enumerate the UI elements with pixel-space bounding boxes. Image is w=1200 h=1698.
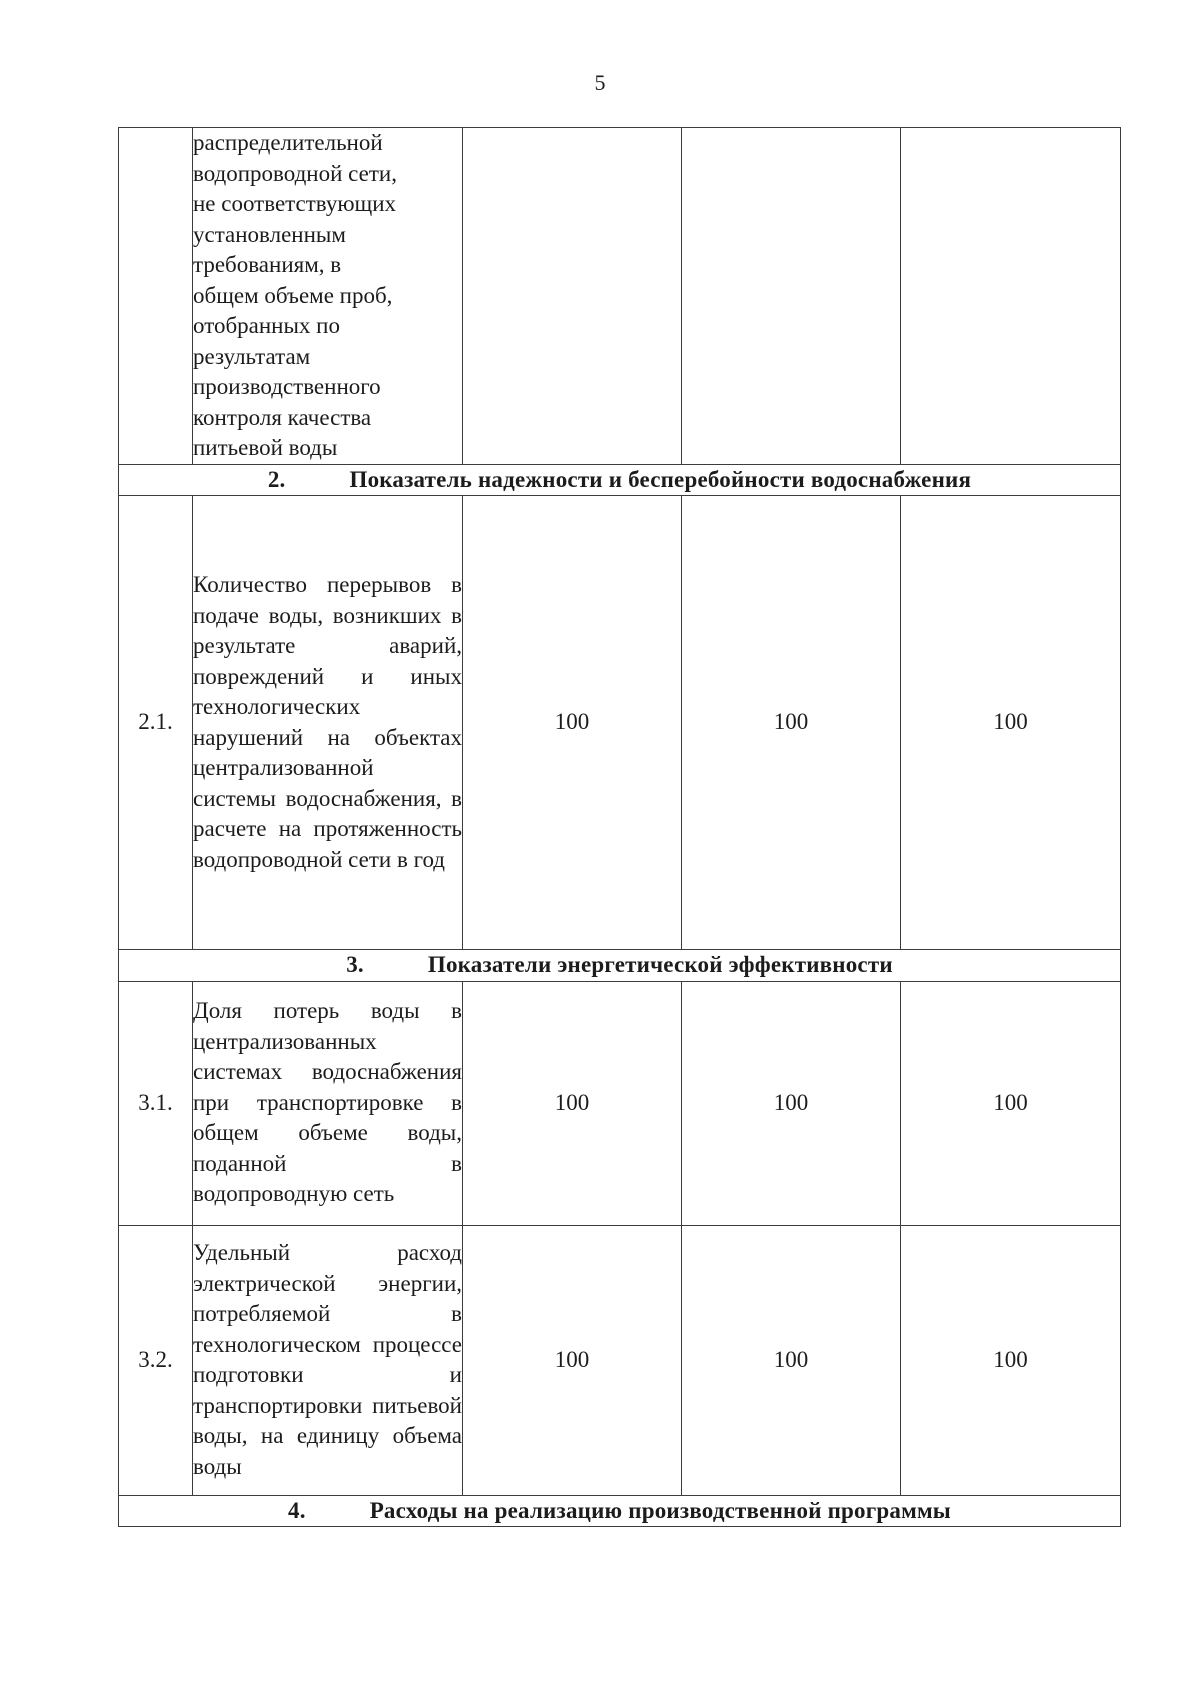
row-number: 3.1. [119, 981, 193, 1225]
value-cell: 100 [901, 496, 1121, 950]
section-header-row [119, 1495, 1121, 1527]
indicators-table [118, 127, 1121, 1527]
text-line: установленным [193, 221, 346, 247]
indicator-description: Количество перерывов в подаче воды, возникших в результате аварий, повреждений и иных технологических нарушений на объектах централизованной системы водоснабжения, в расчете на протяженность водопроводной сети в год [193, 496, 463, 950]
indicator-description [193, 128, 463, 465]
table-row [119, 981, 1121, 1225]
section-header-row [119, 950, 1121, 982]
text-line: водопроводной сети, [193, 160, 397, 186]
value-cell: 100 [901, 981, 1121, 1225]
text-line: производственного [193, 374, 381, 399]
text-line: результатам [193, 343, 311, 369]
table-row [119, 1225, 1121, 1495]
text-line: питьевой воды [193, 435, 338, 460]
page-number: 5 [594, 70, 606, 95]
value-cell [463, 128, 682, 465]
text-line: не соответствующих [193, 191, 397, 216]
text-line: контроля качества [193, 404, 372, 430]
section-number: 3. [346, 952, 364, 977]
text-line: требованиям, в [193, 252, 342, 277]
section-title: Показатель надежности и бесперебойности водоснабжения [349, 466, 972, 492]
text-line: отобранных по [193, 313, 340, 338]
section-header [119, 464, 1121, 496]
row-number-cell [119, 128, 193, 465]
section-header-row [119, 464, 1121, 496]
section-header [119, 1495, 1121, 1527]
section-number: 2. [267, 466, 286, 492]
row-number: 3.2. [119, 1225, 193, 1495]
table-row [119, 128, 1121, 465]
value-cell: 100 [463, 496, 682, 950]
section-title: Расходы на реализацию производственной программы [369, 1497, 951, 1523]
text-line: общем объеме проб, [193, 282, 393, 308]
value-cell [901, 128, 1121, 465]
section-title: Показатели энергетической эффективности [427, 952, 893, 977]
indicator-description: Доля потерь воды в централизованных системах водоснабжения при транспортировке в общем объеме воды, поданной в водопроводную сеть [193, 981, 463, 1225]
value-cell: 100 [901, 1225, 1121, 1495]
value-cell: 100 [463, 1225, 682, 1495]
row-number: 2.1. [119, 496, 193, 950]
text-line: распределительной [193, 130, 383, 155]
section-header [119, 950, 1121, 982]
value-cell: 100 [682, 1225, 901, 1495]
value-cell: 100 [682, 496, 901, 950]
indicator-description: Удельный расход электрической энергии, потребляемой в технологическом процессе подготовки и транспортировки питьевой воды, на единицу объема воды [193, 1225, 463, 1495]
value-cell: 100 [682, 981, 901, 1225]
value-cell: 100 [463, 981, 682, 1225]
table-row [119, 496, 1121, 950]
section-number: 4. [288, 1497, 306, 1523]
value-cell [682, 128, 901, 465]
